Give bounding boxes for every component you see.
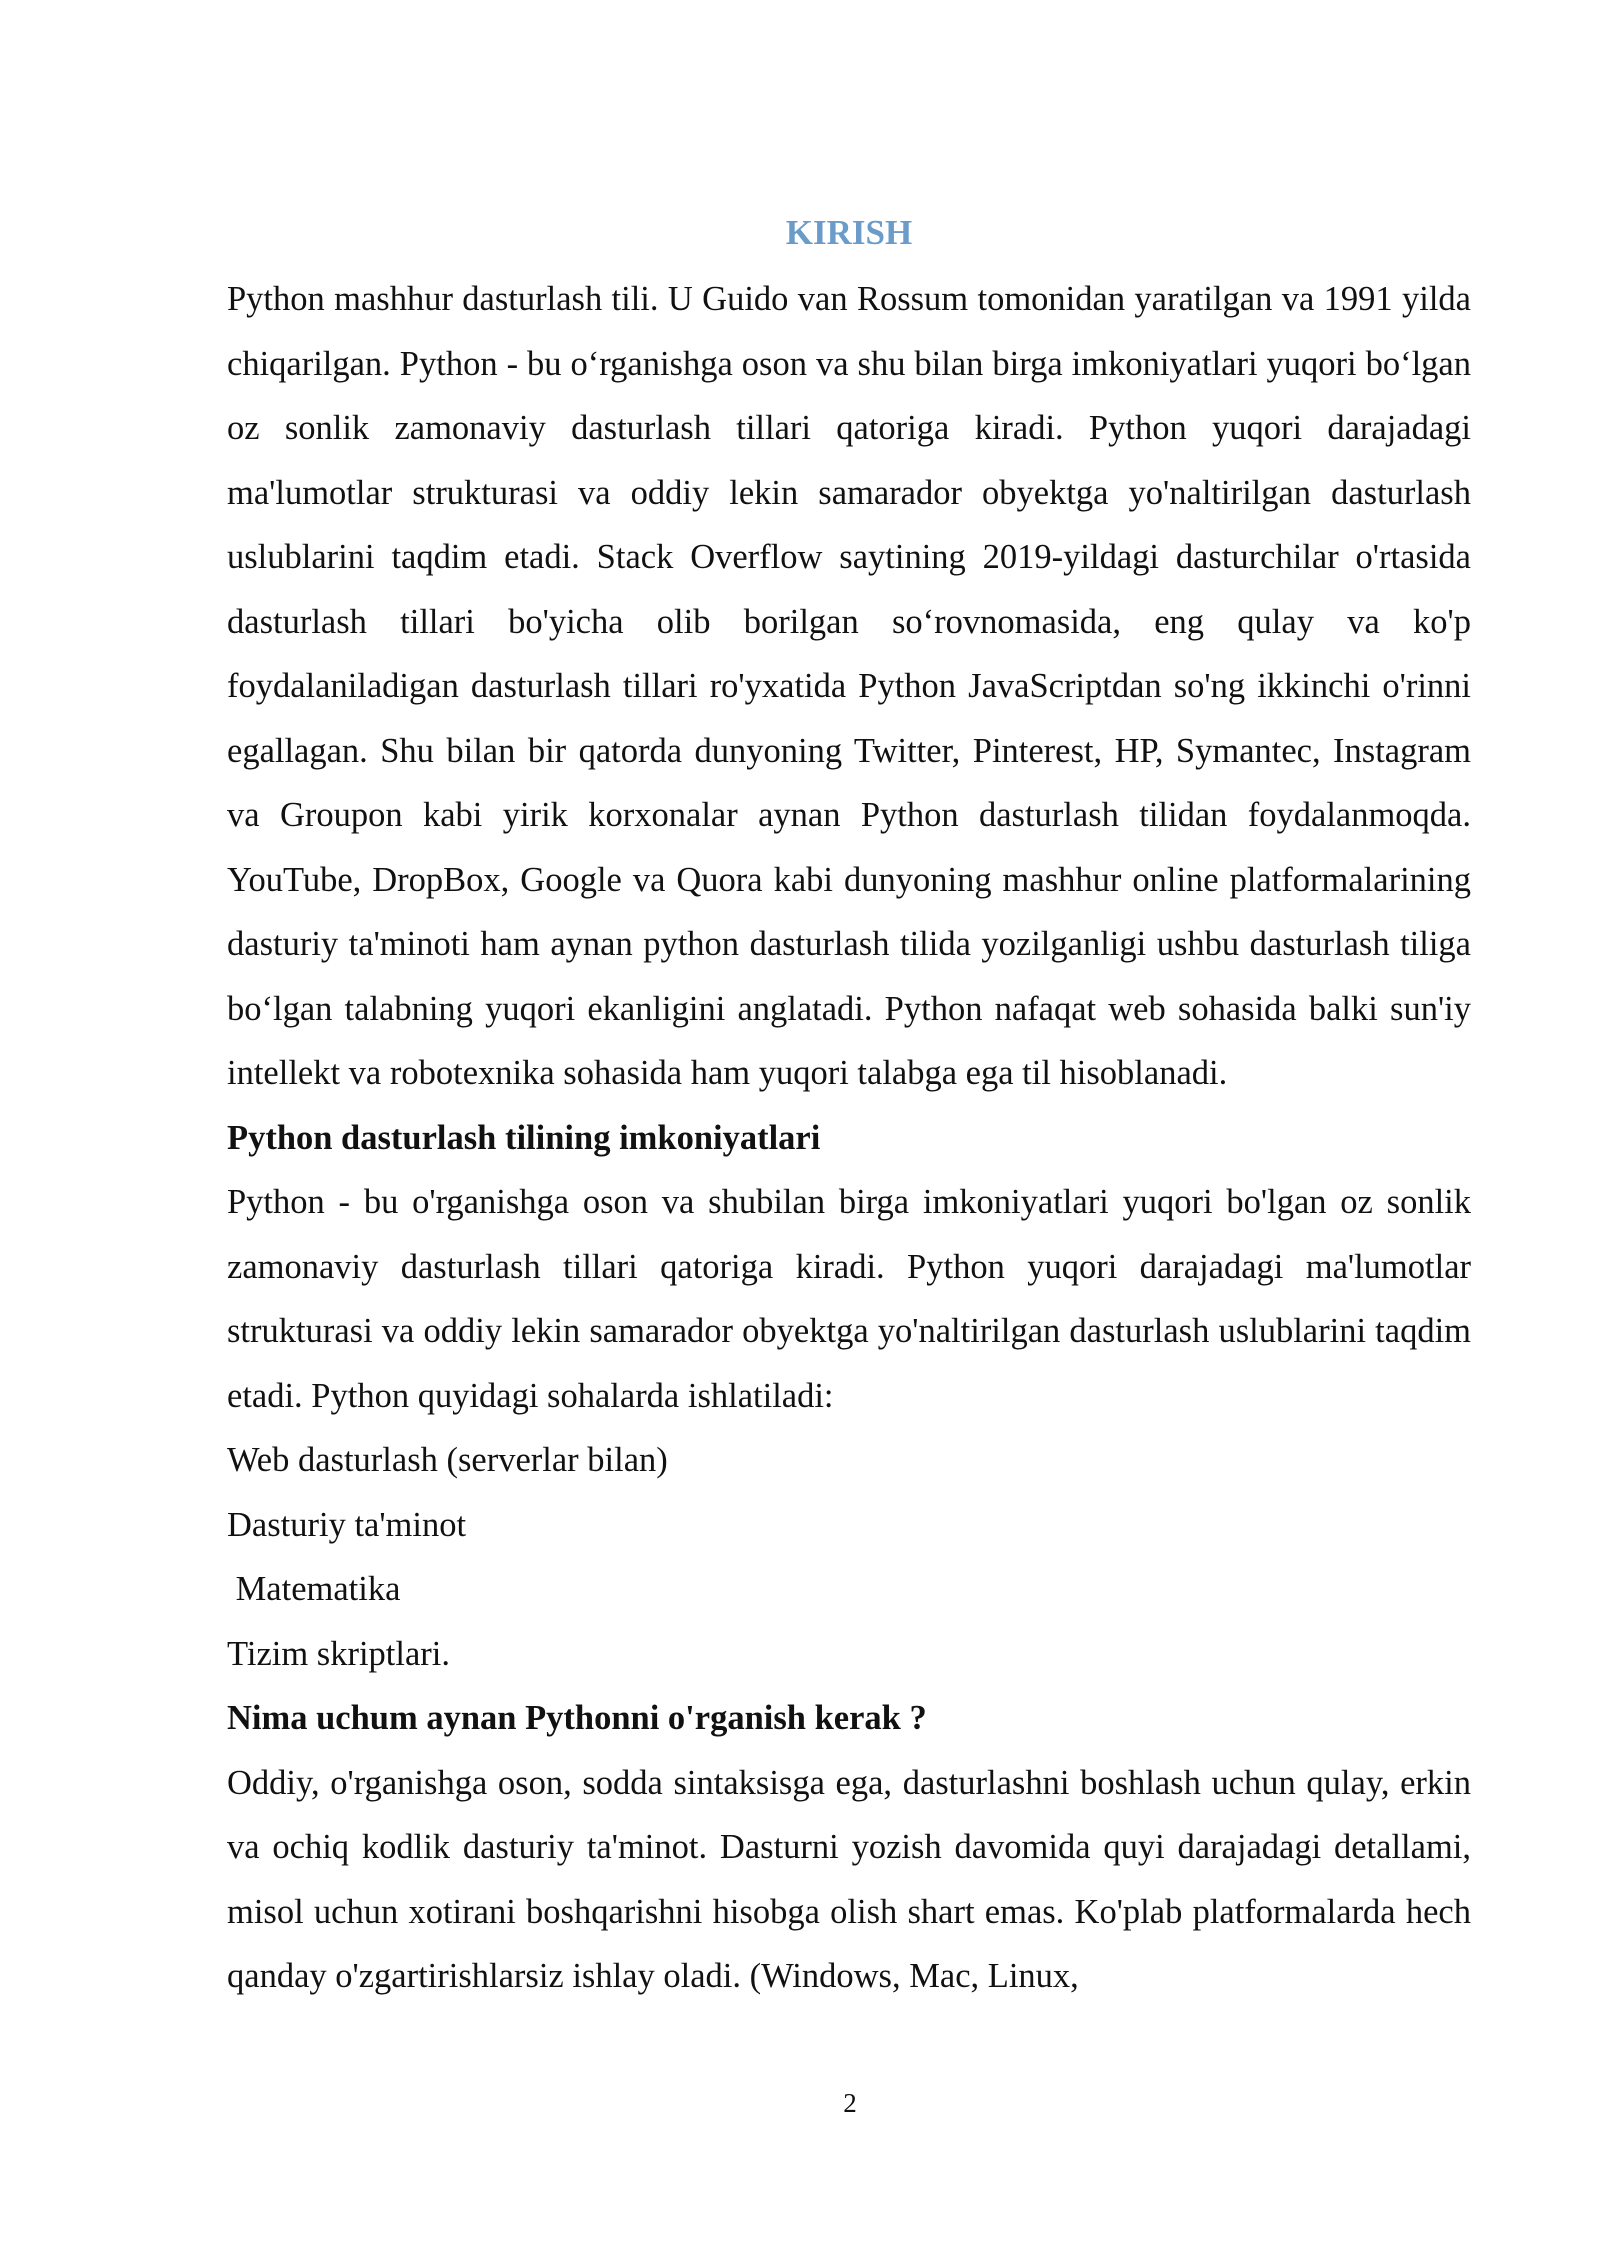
intro-paragraph: Python mashhur dasturlash tili. U Guido van Rossum tomonidan yaratilgan va 1991 yilda chiqarilgan. Python - bu o‘rganishga oson va shu bilan birga imkoniyatlari yuqori bo‘lgan oz sonlik zamonaviy dasturlash tillari qatoriga kiradi. Python yuqori darajadagi ma'lumotlar strukturasi va oddiy lekin samarador obyektga yo'naltirilgan dasturlash uslublarini taqdim etadi. Stack Overflow saytining 2019-yildagi dasturchilar o'rtasida dasturlash tillari bo'yicha olib borilgan so‘rovnomasida, eng qulay va ko'p foydalaniladigan dasturlash tillari ro'yxatida Python JavaScriptdan so'ng ikkinchi o'rinni egallagan. Shu bilan bir qatorda dunyoning Twitter, Pinterest, HP, Symantec, Instagram va Groupon kabi yirik korxonalar aynan Python dasturlash tilidan foydalanmoqda. YouTube, DropBox, Google va Quora kabi dunyoning mashhur online platformalarining dasturiy ta'minoti ham aynan python dasturlash tilida yozilganligi ushbu dasturlash tiliga bo‘lgan talabning yuqori ekanligini anglatadi. Python nafaqat web sohasida balki sun'iy intellekt va robotexnika sohasida ham yuqori talabga ega til hisoblanadi. xyxy=(227,280,1471,1092)
page-title: KIRISH xyxy=(785,213,913,252)
section-heading-imkoniyatlari: Python dasturlash tilining imkoniyatlari xyxy=(227,1118,821,1157)
page-number: 2 xyxy=(843,2088,857,2118)
section-paragraph-imkoniyatlari: Python - bu o'rganishga oson va shubilan birga imkoniyatlari yuqori bo'lgan oz sonlik zamonaviy dasturlash tillari qatoriga kiradi. Python yuqori darajadagi ma'lumotlar strukturasi va oddiy lekin samarador obyektga yo'naltirilgan dasturlash uslublarini taqdim etadi. Python quyidagi sohalarda ishlatiladi: xyxy=(227,1183,1471,1415)
list-item: Dasturiy ta'minot xyxy=(227,1505,467,1544)
section-paragraph-nima-uchun: Oddiy, o'rganishga oson, sodda sintaksisga ega, dasturlashni boshlash uchun qulay, erkin va ochiq kodlik dasturiy ta'minot. Dasturni yozish davomida quyi darajadagi detallami, misol uchun xotirani boshqarishni hisobga olish shart emas. Ko'plab platformalarda hech qanday o'zgartirishlarsiz ishlay oladi. (Windows, Mac, Linux, xyxy=(227,1763,1471,1995)
list-item: Tizim skriptlari. xyxy=(227,1634,450,1673)
list-item: Matematika xyxy=(227,1570,401,1608)
section-heading-nima-uchun: Nima uchum aynan Pythonni o'rganish kerak ? xyxy=(227,1699,927,1737)
document-page xyxy=(227,210,1471,2009)
list-item: Web dasturlash (serverlar bilan) xyxy=(227,1441,668,1479)
usage-list xyxy=(227,1428,1471,1686)
